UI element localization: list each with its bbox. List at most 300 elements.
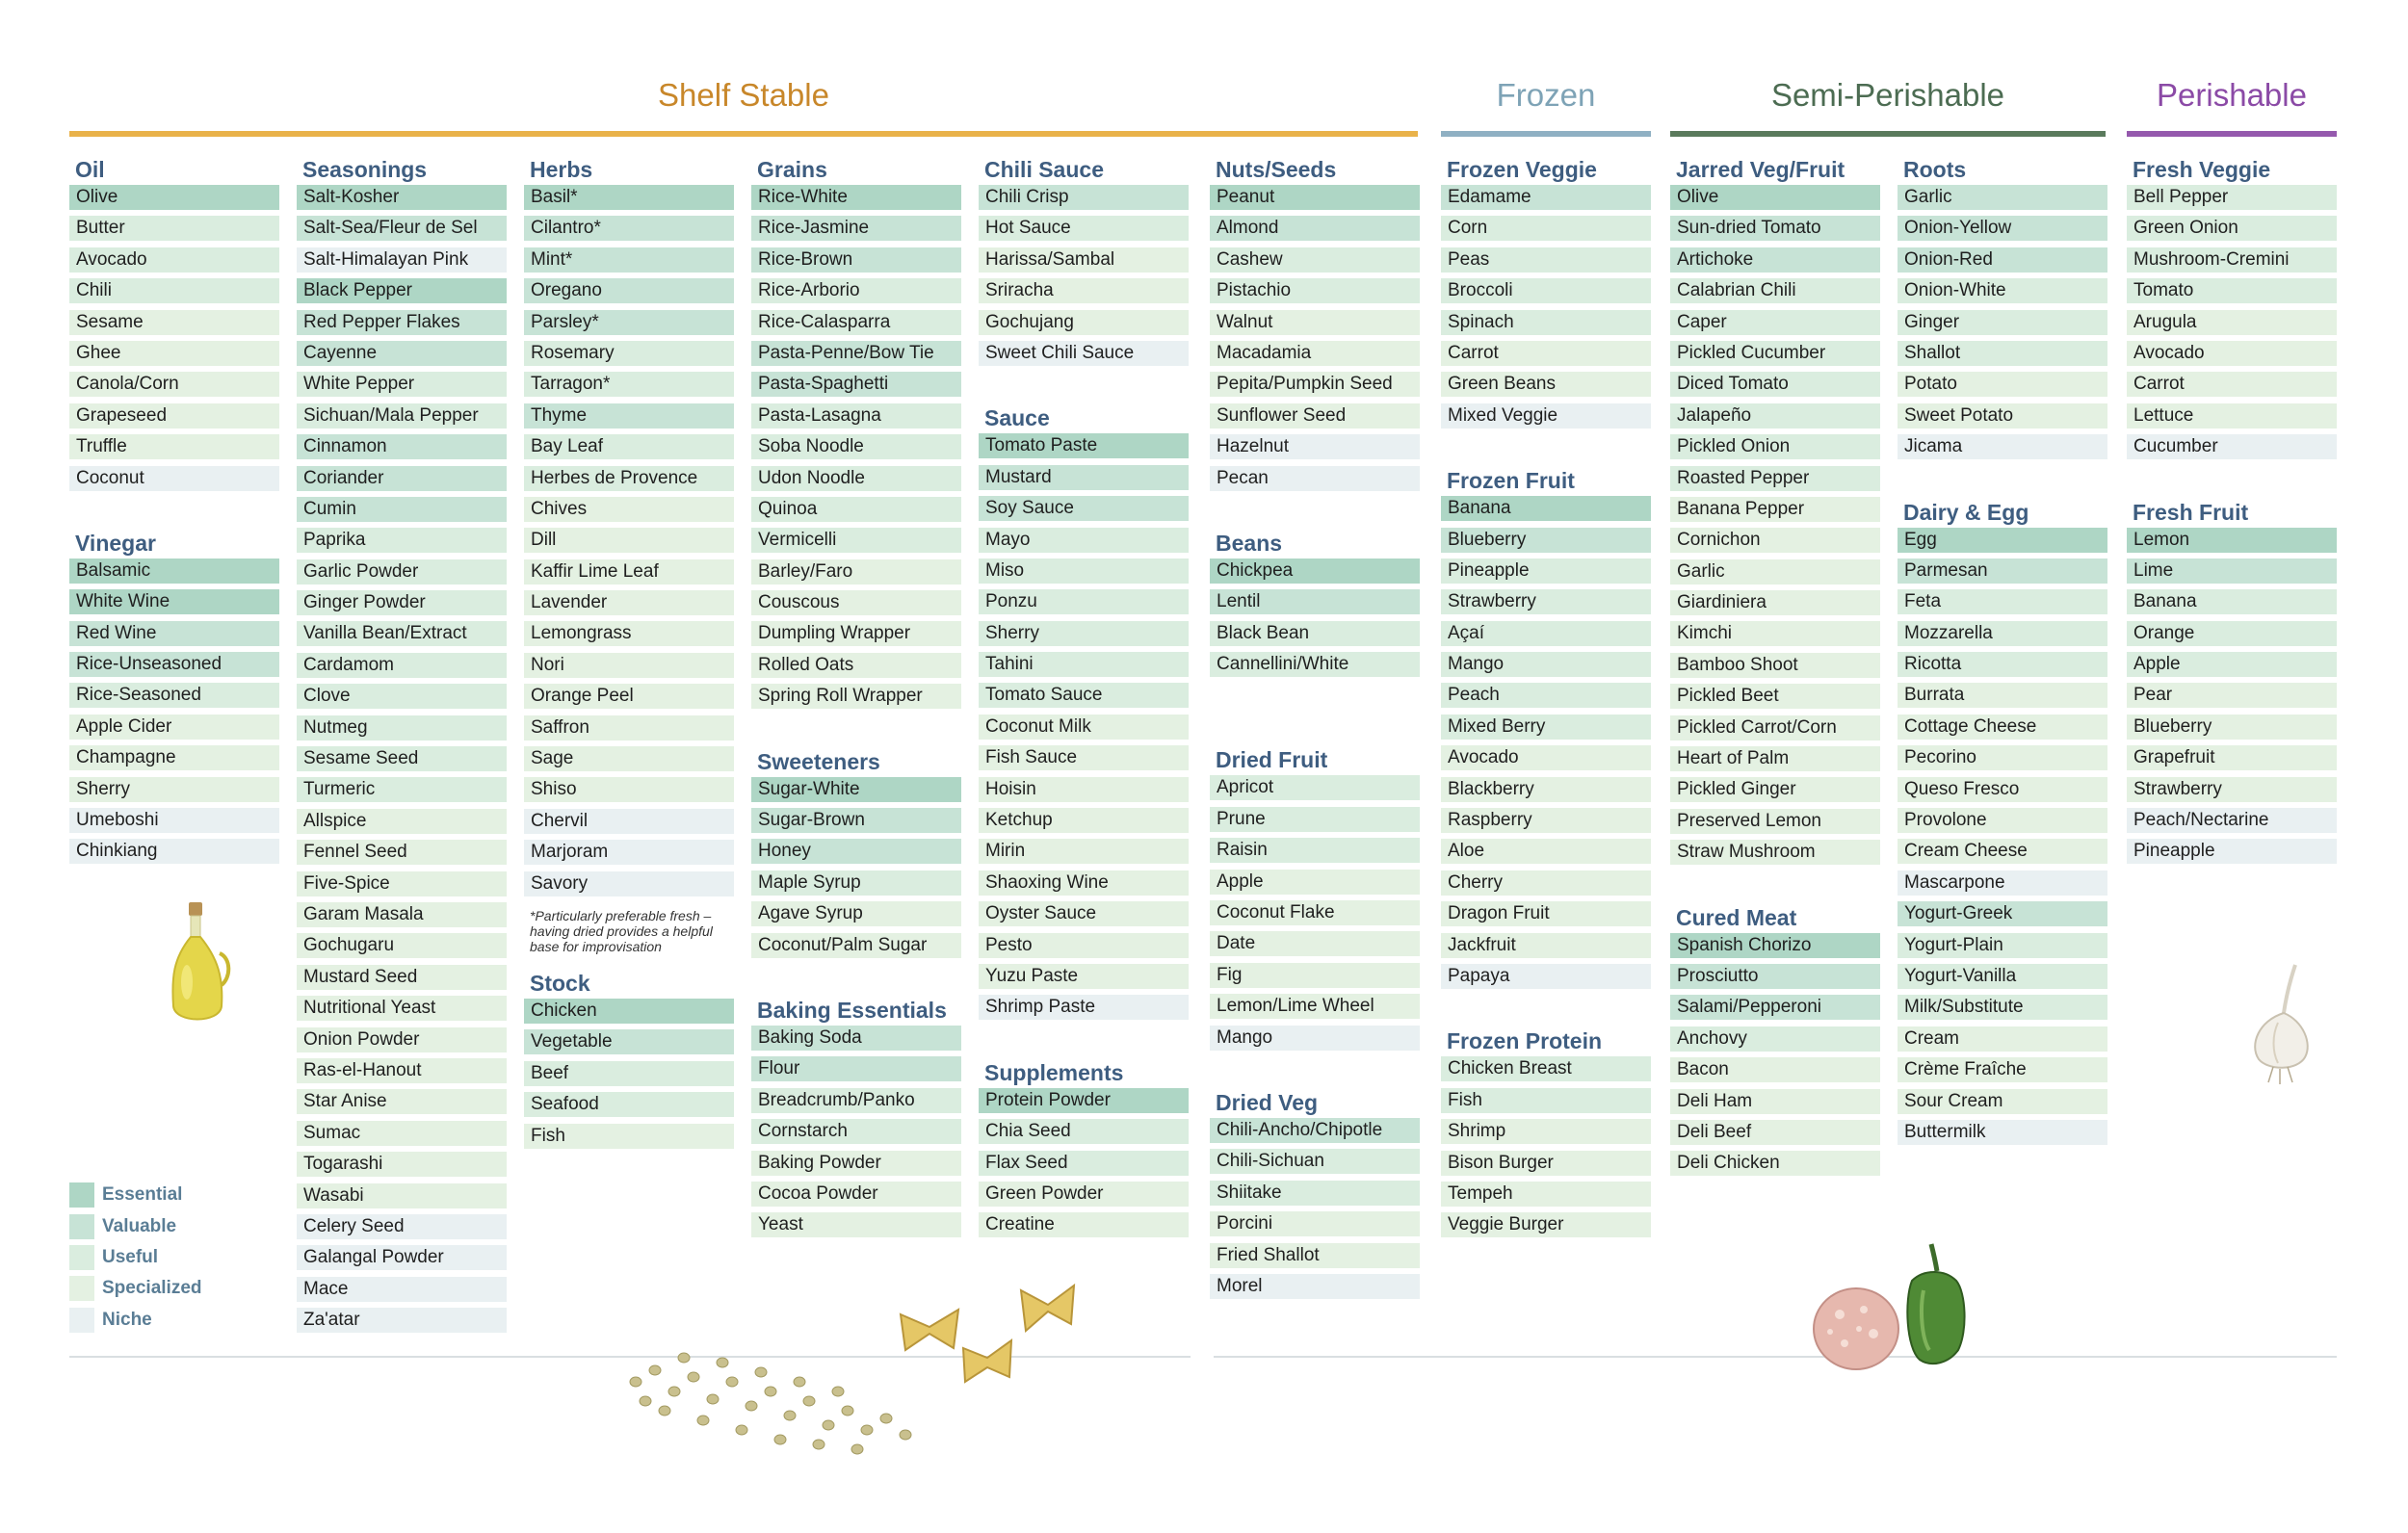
- green-pepper-icon: [1902, 1242, 1970, 1367]
- list-item: Tarragon*: [524, 372, 734, 397]
- list-item: Chicken: [524, 999, 734, 1024]
- list-item: Fish: [524, 1124, 734, 1149]
- list-item: Yogurt-Greek: [1898, 901, 2107, 926]
- list-item: Creatine: [979, 1212, 1189, 1237]
- list-item: Caper: [1670, 310, 1880, 335]
- legend-item: [69, 1305, 202, 1336]
- list-item: Hazelnut: [1210, 434, 1420, 459]
- section-title-jarred-veg-fruit: Jarred Veg/Fruit: [1676, 157, 1845, 182]
- list-item: Sweet Chili Sauce: [979, 341, 1189, 366]
- list-item: Bell Pepper: [2127, 185, 2337, 210]
- list-item: Ricotta: [1898, 652, 2107, 677]
- list-item: Chili: [69, 278, 279, 303]
- list-item: Yeast: [751, 1212, 961, 1237]
- legend: [69, 1180, 202, 1336]
- section-title-dairy-egg: Dairy & Egg: [1903, 499, 2029, 525]
- header-perishable-line: [2127, 131, 2337, 137]
- list-item: Peach/Nectarine: [2127, 808, 2337, 833]
- list-item: Grapefruit: [2127, 745, 2337, 770]
- list-item: Honey: [751, 839, 961, 864]
- list-item: Champagne: [69, 745, 279, 770]
- list-item: Lemongrass: [524, 621, 734, 646]
- list-item: Galangal Powder: [297, 1245, 507, 1270]
- list-item: Cornichon: [1670, 528, 1880, 553]
- list-item: Peach: [1441, 683, 1651, 708]
- list-item: Calabrian Chili: [1670, 278, 1880, 303]
- list-item: Sweet Potato: [1898, 403, 2107, 429]
- list-item: Avocado: [1441, 745, 1651, 770]
- list-item: Lettuce: [2127, 403, 2337, 429]
- list-item: Barley/Faro: [751, 559, 961, 585]
- baseline-right: [1214, 1356, 2337, 1358]
- list-item: Rice-Brown: [751, 247, 961, 273]
- legend-swatch: [69, 1245, 94, 1270]
- list-item: Mayo: [979, 528, 1189, 553]
- list-item: Mixed Veggie: [1441, 403, 1651, 429]
- list-item: Veggie Burger: [1441, 1212, 1651, 1237]
- list-item: Green Onion: [2127, 216, 2337, 241]
- list-item: Sunflower Seed: [1210, 403, 1420, 429]
- list-item: Walnut: [1210, 310, 1420, 335]
- list-item: Sun-dried Tomato: [1670, 216, 1880, 241]
- list-item: Breadcrumb/Panko: [751, 1088, 961, 1113]
- list-item: Orange: [2127, 621, 2337, 646]
- list-item: Garlic: [1670, 559, 1880, 585]
- section-title-herbs: Herbs: [530, 157, 593, 182]
- list-item: Cream Cheese: [1898, 839, 2107, 864]
- legend-item: [69, 1180, 202, 1210]
- list-item: Macadamia: [1210, 341, 1420, 366]
- list-item: Gochugaru: [297, 933, 507, 958]
- list-item: Sherry: [979, 621, 1189, 646]
- section-gap: [2127, 466, 2337, 497]
- list-item: Cucumber: [2127, 434, 2337, 459]
- list-item: Beef: [524, 1061, 734, 1086]
- spacer: [1210, 714, 1420, 744]
- section-title-seasonings: Seasonings: [302, 157, 428, 182]
- section-title-beans: Beans: [1216, 530, 1283, 556]
- list-item: Pickled Cucumber: [1670, 341, 1880, 366]
- legend-item: [69, 1273, 202, 1304]
- legend-label: Specialized: [102, 1278, 202, 1299]
- list-item: Oregano: [524, 278, 734, 303]
- list-item: Salt-Sea/Fleur de Sel: [297, 216, 507, 241]
- spacer: [1210, 683, 1420, 714]
- list-item: Maple Syrup: [751, 870, 961, 896]
- list-item: Chia Seed: [979, 1119, 1189, 1144]
- column-5: [979, 154, 1189, 1244]
- list-item: Lime: [2127, 559, 2337, 584]
- list-item: Red Pepper Flakes: [297, 310, 507, 335]
- header-frozen: Frozen: [1496, 77, 1596, 113]
- list-item: Cardamom: [297, 653, 507, 678]
- list-item: Cayenne: [297, 341, 507, 366]
- section-gap: [69, 497, 279, 528]
- list-item: Preserved Lemon: [1670, 809, 1880, 834]
- section-gap: [1210, 497, 1420, 528]
- list-item: Onion-Red: [1898, 247, 2107, 273]
- list-item: Sumac: [297, 1121, 507, 1146]
- section-gap: [979, 1026, 1189, 1057]
- list-item: Star Anise: [297, 1089, 507, 1114]
- list-item: Prosciutto: [1670, 964, 1880, 989]
- header-semi-perishable: Semi-Perishable: [1770, 77, 2005, 113]
- column-1: [69, 154, 279, 870]
- garlic-icon: [2239, 963, 2316, 1088]
- list-item: Mint*: [524, 247, 734, 273]
- section-title-fresh-veggie: Fresh Veggie: [2133, 157, 2271, 182]
- header-shelf-stable: Shelf Stable: [658, 77, 829, 113]
- list-item: Mascarpone: [1898, 870, 2107, 896]
- list-item: Vermicelli: [751, 528, 961, 553]
- list-item: Shiso: [524, 777, 734, 802]
- list-item: Five-Spice: [297, 871, 507, 896]
- section-title-frozen-protein: Frozen Protein: [1447, 1028, 1603, 1054]
- list-item: Garlic: [1898, 185, 2107, 210]
- list-item: Red Wine: [69, 621, 279, 646]
- list-item: Mango: [1210, 1026, 1420, 1051]
- list-item: Shrimp: [1441, 1119, 1651, 1144]
- list-item: Spinach: [1441, 310, 1651, 335]
- list-item: Burrata: [1898, 683, 2107, 708]
- list-item: Basil*: [524, 185, 734, 210]
- list-item: Onion Powder: [297, 1027, 507, 1052]
- list-item: Shaoxing Wine: [979, 870, 1189, 896]
- list-item: Blueberry: [1441, 528, 1651, 553]
- list-item: Anchovy: [1670, 1026, 1880, 1052]
- list-item: Rice-Seasoned: [69, 683, 279, 708]
- list-item: Rice-Calasparra: [751, 310, 961, 335]
- list-item: Yogurt-Plain: [1898, 933, 2107, 958]
- list-item: Bay Leaf: [524, 434, 734, 459]
- list-item: Nori: [524, 653, 734, 678]
- list-item: Hoisin: [979, 777, 1189, 802]
- list-item: Dumpling Wrapper: [751, 621, 961, 646]
- list-item: Sichuan/Mala Pepper: [297, 403, 507, 429]
- list-item: Vegetable: [524, 1029, 734, 1054]
- list-item: Queso Fresco: [1898, 777, 2107, 802]
- list-item: Fish Sauce: [979, 745, 1189, 770]
- list-item: Green Powder: [979, 1182, 1189, 1207]
- list-item: White Pepper: [297, 372, 507, 397]
- header-perishable: Perishable: [2157, 77, 2307, 113]
- list-item: Garam Masala: [297, 902, 507, 927]
- list-item: Pesto: [979, 933, 1189, 958]
- farfalle-pasta-icon: [896, 1281, 1108, 1387]
- list-item: Cherry: [1441, 870, 1651, 896]
- section-title-vinegar: Vinegar: [75, 530, 156, 556]
- list-item: Deli Chicken: [1670, 1151, 1880, 1176]
- list-item: Sriracha: [979, 278, 1189, 303]
- list-item: Egg: [1898, 528, 2107, 553]
- list-item: Za'atar: [297, 1308, 507, 1333]
- legend-label: Niche: [102, 1309, 152, 1330]
- list-item: Jackfruit: [1441, 933, 1651, 958]
- list-item: Cornstarch: [751, 1119, 961, 1144]
- list-item: Turmeric: [297, 777, 507, 802]
- salami-icon: [1811, 1286, 1902, 1372]
- list-item: Mozzarella: [1898, 621, 2107, 646]
- section-title-baking-essentials: Baking Essentials: [757, 997, 947, 1023]
- list-item: Green Beans: [1441, 372, 1651, 397]
- legend-swatch: [69, 1214, 94, 1239]
- list-item: Udon Noodle: [751, 466, 961, 491]
- header-semi-perishable-line: [1670, 131, 2106, 137]
- list-item: Pepita/Pumpkin Seed: [1210, 372, 1420, 397]
- section-gap: [979, 372, 1189, 403]
- list-item: Pineapple: [2127, 839, 2337, 864]
- list-item: Onion-Yellow: [1898, 216, 2107, 241]
- section-title-dried-veg: Dried Veg: [1216, 1089, 1319, 1115]
- section-gap: [1441, 434, 1651, 465]
- section-gap: [1898, 466, 2107, 497]
- list-item: Carrot: [2127, 372, 2337, 397]
- list-item: Provolone: [1898, 808, 2107, 833]
- list-item: Deli Beef: [1670, 1120, 1880, 1145]
- column-4: [751, 154, 961, 1244]
- list-item: Avocado: [2127, 341, 2337, 366]
- list-item: Banana: [2127, 589, 2337, 614]
- list-item: Shiitake: [1210, 1181, 1420, 1206]
- legend-label: Useful: [102, 1246, 159, 1267]
- list-item: Coconut Flake: [1210, 900, 1420, 925]
- list-item: Canola/Corn: [69, 372, 279, 397]
- section-title-grains: Grains: [757, 157, 827, 182]
- list-item: Rolled Oats: [751, 653, 961, 678]
- list-item: Raspberry: [1441, 808, 1651, 833]
- section-gap: [1210, 1056, 1420, 1087]
- list-item: Seafood: [524, 1092, 734, 1117]
- list-item: Lentil: [1210, 589, 1420, 614]
- list-item: Soy Sauce: [979, 496, 1189, 521]
- section-gap: [751, 964, 961, 995]
- list-item: Aloe: [1441, 839, 1651, 864]
- list-item: Pear: [2127, 683, 2337, 708]
- list-item: Herbes de Provence: [524, 466, 734, 491]
- section-title-sauce: Sauce: [984, 405, 1050, 431]
- list-item: Artichoke: [1670, 247, 1880, 273]
- list-item: Mirin: [979, 839, 1189, 864]
- list-item: Sour Cream: [1898, 1089, 2107, 1114]
- list-item: Pickled Onion: [1670, 434, 1880, 459]
- list-item: Bacon: [1670, 1057, 1880, 1082]
- section-gap: [751, 715, 961, 746]
- legend-label: Valuable: [102, 1215, 177, 1236]
- section-gap: [1441, 995, 1651, 1026]
- list-item: Feta: [1898, 589, 2107, 614]
- footnote: *Particularly preferable fresh – having dried provides a helpful base for improvisation: [530, 907, 713, 954]
- column-9: [1898, 154, 2107, 1151]
- list-item: Tomato Paste: [979, 433, 1189, 458]
- column-7: [1441, 154, 1651, 1244]
- list-item: Rice-Arborio: [751, 278, 961, 303]
- list-item: Spring Roll Wrapper: [751, 684, 961, 709]
- list-item: Raisin: [1210, 838, 1420, 863]
- list-item: Black Pepper: [297, 278, 507, 303]
- list-item: Açaí: [1441, 621, 1651, 646]
- legend-label: Essential: [102, 1184, 183, 1206]
- list-item: Heart of Palm: [1670, 746, 1880, 771]
- section-title-dried-fruit: Dried Fruit: [1216, 747, 1328, 773]
- list-item: Tomato Sauce: [979, 683, 1189, 708]
- section-title-supplements: Supplements: [984, 1059, 1124, 1085]
- list-item: Apricot: [1210, 775, 1420, 800]
- list-item: Pickled Carrot/Corn: [1670, 715, 1880, 741]
- list-item: Couscous: [751, 590, 961, 615]
- section-title-sweeteners: Sweeteners: [757, 748, 880, 774]
- lentils-icon: [616, 1324, 925, 1459]
- list-item: Mixed Berry: [1441, 715, 1651, 740]
- list-item: Rice-Unseasoned: [69, 652, 279, 677]
- list-item: Porcini: [1210, 1211, 1420, 1236]
- list-item: Apple Cider: [69, 715, 279, 740]
- column-6: [1210, 154, 1420, 1305]
- list-item: Coriander: [297, 466, 507, 491]
- list-item: Bamboo Shoot: [1670, 653, 1880, 678]
- header-frozen-line: [1441, 131, 1651, 137]
- list-item: Milk/Substitute: [1898, 995, 2107, 1020]
- list-item: Hot Sauce: [979, 216, 1189, 241]
- list-item: Coconut/Palm Sugar: [751, 933, 961, 958]
- list-item: Cottage Cheese: [1898, 715, 2107, 740]
- list-item: Flax Seed: [979, 1151, 1189, 1176]
- list-item: Chickpea: [1210, 559, 1420, 584]
- column-10: [2127, 154, 2337, 870]
- list-item: Arugula: [2127, 310, 2337, 335]
- list-item: Cumin: [297, 497, 507, 522]
- list-item: Tempeh: [1441, 1182, 1651, 1207]
- list-item: Pickled Beet: [1670, 684, 1880, 709]
- column-3: [524, 154, 734, 1155]
- list-item: Jalapeño: [1670, 403, 1880, 429]
- list-item: Paprika: [297, 528, 507, 553]
- list-item: Parsley*: [524, 310, 734, 335]
- list-item: Kimchi: [1670, 621, 1880, 646]
- list-item: Pistachio: [1210, 278, 1420, 303]
- list-item: Sherry: [69, 777, 279, 802]
- section-title-oil: Oil: [75, 157, 105, 182]
- column-8: [1670, 154, 1880, 1182]
- list-item: Harissa/Sambal: [979, 247, 1189, 273]
- list-item: Chicken Breast: [1441, 1056, 1651, 1081]
- list-item: Chervil: [524, 809, 734, 834]
- list-item: Corn: [1441, 216, 1651, 241]
- list-item: Lavender: [524, 590, 734, 615]
- list-item: Bison Burger: [1441, 1151, 1651, 1176]
- list-item: Potato: [1898, 372, 2107, 397]
- list-item: Mustard Seed: [297, 965, 507, 990]
- list-item: Tahini: [979, 652, 1189, 677]
- list-item: Fish: [1441, 1088, 1651, 1113]
- list-item: Nutritional Yeast: [297, 996, 507, 1021]
- list-item: Lemon: [2127, 528, 2337, 553]
- list-item: Coconut Milk: [979, 715, 1189, 740]
- list-item: Almond: [1210, 216, 1420, 241]
- list-item: Edamame: [1441, 185, 1651, 210]
- list-item: Pasta-Spaghetti: [751, 372, 961, 397]
- section-title-fresh-fruit: Fresh Fruit: [2133, 499, 2249, 525]
- list-item: Rice-White: [751, 185, 961, 210]
- list-item: Fig: [1210, 963, 1420, 988]
- legend-swatch: [69, 1308, 94, 1333]
- list-item: Shallot: [1898, 341, 2107, 366]
- list-item: Tomato: [2127, 278, 2337, 303]
- list-item: Cashew: [1210, 247, 1420, 273]
- list-item: Nutmeg: [297, 715, 507, 741]
- list-item: Sage: [524, 746, 734, 771]
- list-item: Sugar-Brown: [751, 808, 961, 833]
- list-item: Orange Peel: [524, 684, 734, 709]
- list-item: Cream: [1898, 1026, 2107, 1052]
- list-item: Celery Seed: [297, 1214, 507, 1239]
- list-item: Yuzu Paste: [979, 964, 1189, 989]
- list-item: Blueberry: [2127, 715, 2337, 740]
- list-item: Blackberry: [1441, 777, 1651, 802]
- list-item: Flour: [751, 1056, 961, 1081]
- section-title-roots: Roots: [1903, 157, 1967, 182]
- list-item: Onion-White: [1898, 278, 2107, 303]
- list-item: Vanilla Bean/Extract: [297, 621, 507, 646]
- list-item: Ginger: [1898, 310, 2107, 335]
- list-item: Grapeseed: [69, 403, 279, 429]
- list-item: Banana Pepper: [1670, 497, 1880, 522]
- list-item: Prune: [1210, 807, 1420, 832]
- section-title-cured-meat: Cured Meat: [1676, 904, 1797, 930]
- list-item: Salt-Himalayan Pink: [297, 247, 507, 273]
- list-item: Ghee: [69, 341, 279, 366]
- list-item: Olive: [69, 185, 279, 210]
- list-item: Lemon/Lime Wheel: [1210, 994, 1420, 1019]
- list-item: Straw Mushroom: [1670, 840, 1880, 865]
- list-item: Mushroom-Cremini: [2127, 247, 2337, 273]
- list-item: Soba Noodle: [751, 434, 961, 459]
- list-item: Apple: [1210, 870, 1420, 895]
- list-item: Strawberry: [2127, 777, 2337, 802]
- list-item: Pecorino: [1898, 745, 2107, 770]
- list-item: Chili-Sichuan: [1210, 1149, 1420, 1174]
- list-item: Rosemary: [524, 341, 734, 366]
- list-item: Chinkiang: [69, 839, 279, 864]
- list-item: Date: [1210, 931, 1420, 956]
- column-2: [297, 154, 507, 1338]
- list-item: Morel: [1210, 1274, 1420, 1299]
- list-item: Peas: [1441, 247, 1651, 273]
- olive-oil-bottle-icon: [164, 900, 231, 1030]
- list-item: Kaffir Lime Leaf: [524, 559, 734, 585]
- section-title-stock: Stock: [530, 970, 590, 996]
- list-item: Black Bean: [1210, 621, 1420, 646]
- list-item: Dragon Fruit: [1441, 901, 1651, 926]
- list-item: Pickled Ginger: [1670, 777, 1880, 802]
- legend-item: [69, 1242, 202, 1273]
- list-item: Sesame: [69, 310, 279, 335]
- list-item: Mango: [1441, 652, 1651, 677]
- list-item: Fennel Seed: [297, 840, 507, 865]
- legend-swatch: [69, 1182, 94, 1208]
- list-item: Sugar-White: [751, 777, 961, 802]
- list-item: Roasted Pepper: [1670, 466, 1880, 491]
- list-item: Baking Powder: [751, 1151, 961, 1176]
- list-item: Protein Powder: [979, 1088, 1189, 1113]
- list-item: Balsamic: [69, 559, 279, 584]
- list-item: Chili Crisp: [979, 185, 1189, 210]
- list-item: Dill: [524, 528, 734, 553]
- list-item: Miso: [979, 559, 1189, 584]
- list-item: Fried Shallot: [1210, 1243, 1420, 1268]
- list-item: Rice-Jasmine: [751, 216, 961, 241]
- list-item: Clove: [297, 684, 507, 709]
- section-title-frozen-fruit: Frozen Fruit: [1447, 468, 1575, 494]
